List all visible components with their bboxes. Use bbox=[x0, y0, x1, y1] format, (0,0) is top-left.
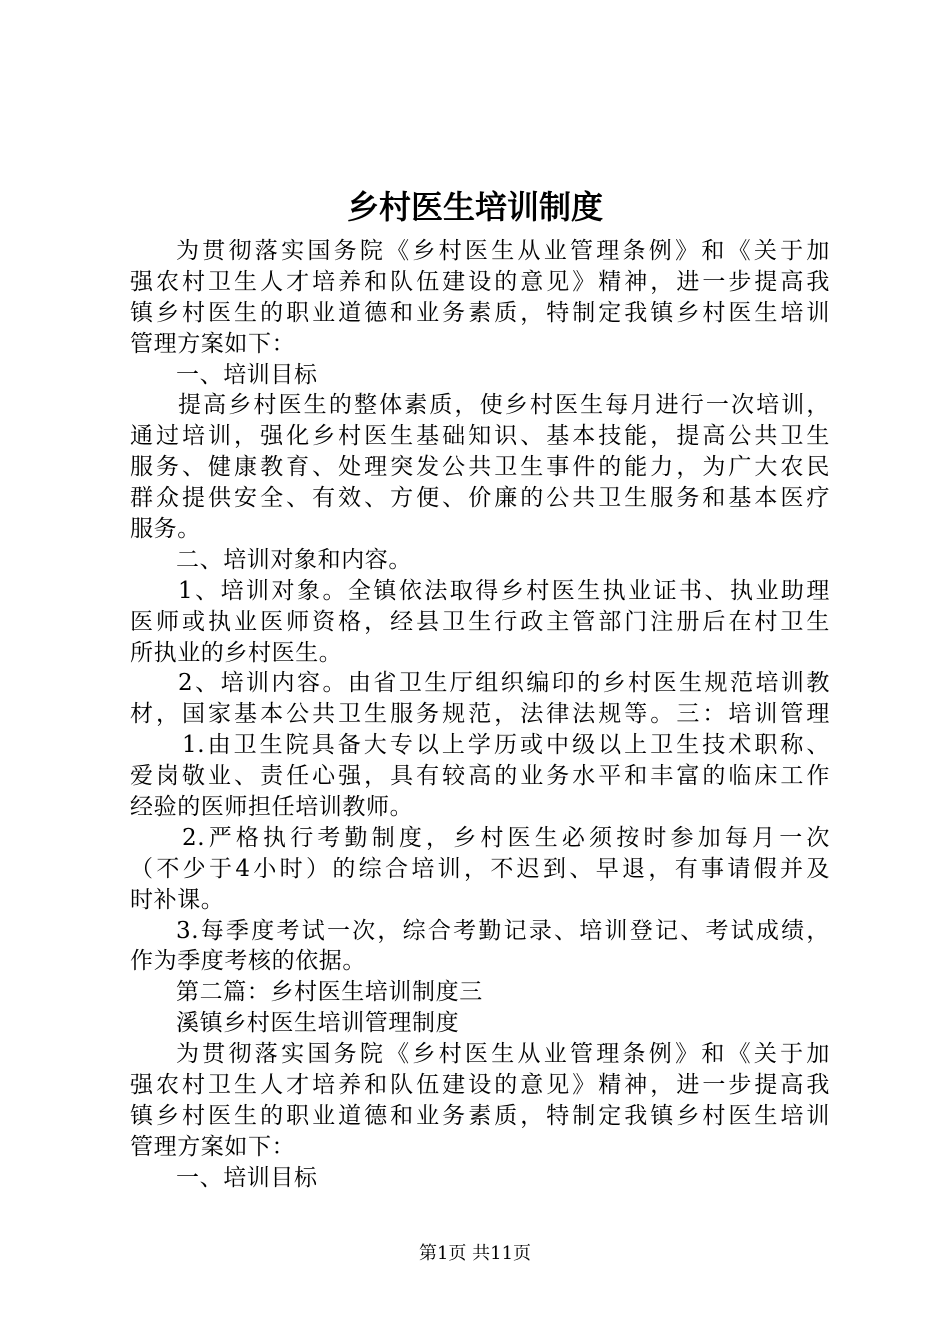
page-number-footer: 第1页 共11页 bbox=[418, 1243, 532, 1264]
text-line: 服务、健康教育、处理突发公共卫生事件的能力，为广大农民 bbox=[130, 454, 830, 481]
text-line: 强农村卫生人才培养和队伍建设的意见》精神，进一步提高我 bbox=[130, 268, 830, 295]
text-line: 服务。 bbox=[130, 516, 201, 543]
document-body bbox=[130, 236, 830, 1194]
text-line: 为贯彻落实国务院《乡村医生从业管理条例》和《关于加 bbox=[176, 238, 830, 264]
text-line: 镇乡村医生的职业道德和业务素质，特制定我镇乡村医生培训 bbox=[130, 1102, 830, 1129]
text-line: 1.由卫生院具备大专以上学历或中级以上卫生技术职称、 bbox=[182, 732, 830, 759]
text-line: 经验的医师担任培训教师。 bbox=[130, 794, 414, 821]
chapter-heading: 第二篇：乡村医生培训制度三 bbox=[176, 979, 483, 1006]
text-line: 强农村卫生人才培养和队伍建设的意见》精神，进一步提高我 bbox=[130, 1072, 830, 1099]
text-line: 群众提供安全、有效、方便、价廉的公共卫生服务和基本医疗 bbox=[130, 485, 830, 512]
text-line: 通过培训，强化乡村医生基础知识、基本技能，提高公共卫生 bbox=[130, 423, 830, 450]
section-heading: 一、培训目标 bbox=[176, 361, 318, 388]
text-line: 镇乡村医生的职业道德和业务素质，特制定我镇乡村医生培训 bbox=[130, 299, 830, 326]
text-line: 2.严格执行考勤制度，乡村医生必须按时参加每月一次 bbox=[182, 824, 830, 851]
text-line: 所执业的乡村医生。 bbox=[130, 639, 343, 666]
text-line: 管理方案如下： bbox=[130, 330, 296, 357]
text-line: 1、培训对象。全镇依法取得乡村医生执业证书、执业助理 bbox=[178, 577, 830, 604]
text-line: 作为季度考核的依据。 bbox=[130, 948, 366, 975]
text-line: 提高乡村医生的整体素质，使乡村医生每月进行一次培训， bbox=[178, 392, 830, 419]
text-line: 3.每季度考试一次，综合考勤记录、培训登记、考试成绩， bbox=[176, 917, 830, 944]
text-line: 为贯彻落实国务院《乡村医生从业管理条例》和《关于加 bbox=[176, 1041, 830, 1068]
section-heading: 一、培训目标 bbox=[176, 1164, 318, 1191]
chapter-subtitle: 溪镇乡村医生培训管理制度 bbox=[176, 1010, 460, 1037]
text-line: 材，国家基本公共卫生服务规范，法律法规等。三：培训管理 bbox=[130, 701, 830, 728]
section-heading: 二、培训对象和内容。 bbox=[176, 546, 412, 573]
text-line: 医师或执业医师资格，经县卫生行政主管部门注册后在村卫生 bbox=[130, 608, 830, 635]
document-title: 乡村医生培训制度 bbox=[346, 188, 603, 226]
text-line: 爱岗敬业、责任心强，具有较高的业务水平和丰富的临床工作 bbox=[130, 763, 830, 790]
text-line: 时补课。 bbox=[130, 886, 225, 913]
text-line: （不少于4小时）的综合培训，不迟到、早退，有事请假并及 bbox=[130, 855, 830, 882]
text-line: 2、培训内容。由省卫生厅组织编印的乡村医生规范培训教 bbox=[178, 670, 830, 697]
text-line: 管理方案如下： bbox=[130, 1133, 296, 1160]
